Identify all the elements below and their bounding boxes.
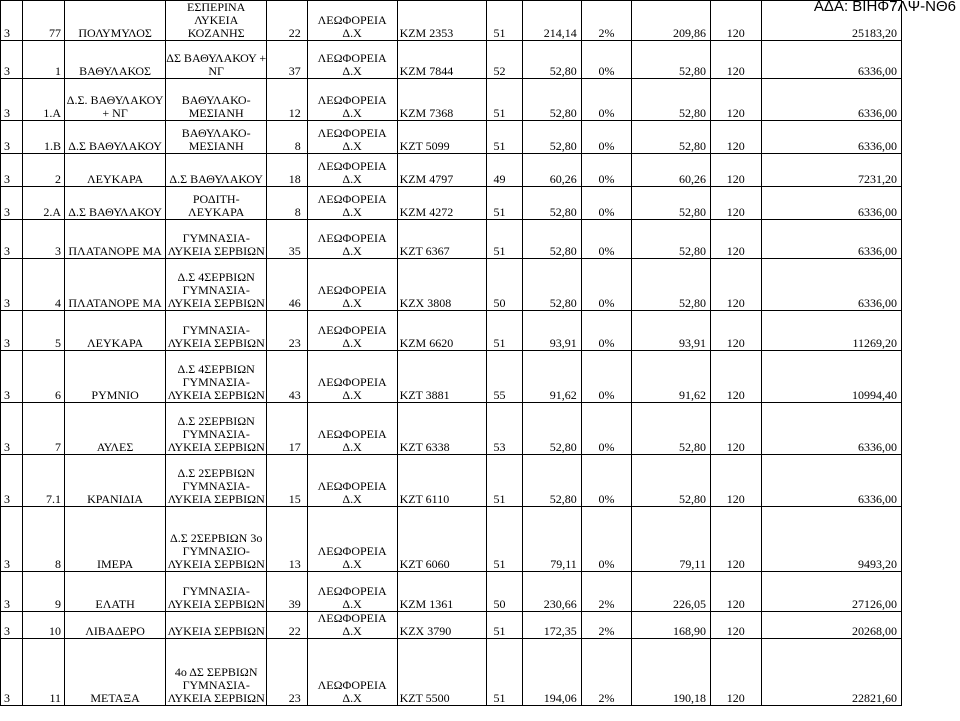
cell-daily-price: 52,80 (523, 41, 581, 79)
cell-route-number: 1.Α (23, 79, 65, 121)
cell-vehicle-type: ΛΕΩΦΟΡΕΙΑ Δ.Χ (307, 455, 397, 507)
cell-school: ΔΣ ΒΑΘΥΛΑΚΟΥ + ΝΓ (166, 41, 267, 79)
cell-group: 3 (1, 351, 23, 403)
cell-seats: 52 (487, 41, 523, 79)
cell-days: 120 (710, 1, 761, 41)
cell-student-count: 22 (267, 612, 307, 639)
cell-discount: 2% (581, 639, 632, 706)
cell-plate: ΚΖΜ 2353 (397, 1, 487, 41)
cell-plate: ΚΖΜ 7844 (397, 41, 487, 79)
cell-daily-price: 79,11 (523, 507, 581, 572)
cell-daily-price: 60,26 (523, 154, 581, 187)
cell-student-count: 13 (267, 507, 307, 572)
cell-plate: ΚΖΜ 7368 (397, 79, 487, 121)
cell-days: 120 (710, 351, 761, 403)
cell-group: 3 (1, 507, 23, 572)
cell-seats: 50 (487, 259, 523, 311)
cell-plate: ΚΖΜ 4272 (397, 187, 487, 220)
cell-daily-price: 172,35 (523, 612, 581, 639)
cell-area: ΛΕΥΚΑΡΑ (65, 311, 166, 351)
cell-total: 22821,60 (761, 639, 901, 706)
cell-route-number: 6 (23, 351, 65, 403)
cell-route-number: 5 (23, 311, 65, 351)
cell-student-count: 46 (267, 259, 307, 311)
cell-net-price: 168,90 (632, 612, 711, 639)
cell-area: Δ.Σ. ΒΑΘΥΛΑΚΟΥ + ΝΓ (65, 79, 166, 121)
cell-net-price: 209,86 (632, 1, 711, 41)
cell-days: 120 (710, 612, 761, 639)
cell-route-number: 7 (23, 403, 65, 455)
cell-days: 120 (710, 639, 761, 706)
cell-days: 120 (710, 41, 761, 79)
cell-daily-price: 214,14 (523, 1, 581, 41)
cell-discount: 0% (581, 79, 632, 121)
cell-seats: 51 (487, 121, 523, 154)
cell-group: 3 (1, 121, 23, 154)
cell-seats: 51 (487, 311, 523, 351)
cell-student-count: 12 (267, 79, 307, 121)
cell-total: 6336,00 (761, 121, 901, 154)
document-ada-code: ΑΔΑ: ΒΙΗΦ7ΛΨ-ΝΘ6 (813, 0, 956, 15)
cell-days: 120 (710, 79, 761, 121)
cell-plate: ΚΖΜ 1361 (397, 572, 487, 612)
cell-area: ΒΑΘΥΛΑΚΟΣ (65, 41, 166, 79)
cell-plate: ΚΖΧ 3790 (397, 612, 487, 639)
cell-area: Δ.Σ ΒΑΘΥΛΑΚΟΥ (65, 121, 166, 154)
table-row (1, 639, 902, 706)
cell-group: 3 (1, 311, 23, 351)
cell-net-price: 91,62 (632, 351, 711, 403)
table-row (1, 612, 902, 639)
cell-school: ΕΣΠΕΡΙΝΑ ΛΥΚΕΙΑ ΚΟΖΑΝΗΣ (166, 1, 267, 41)
cell-discount: 2% (581, 612, 632, 639)
cell-student-count: 8 (267, 187, 307, 220)
cell-seats: 51 (487, 455, 523, 507)
cell-daily-price: 93,91 (523, 311, 581, 351)
cell-daily-price: 52,80 (523, 121, 581, 154)
cell-seats: 51 (487, 1, 523, 41)
cell-plate: ΚΖΜ 6620 (397, 311, 487, 351)
cell-plate: ΚΖΧ 3808 (397, 259, 487, 311)
cell-net-price: 52,80 (632, 79, 711, 121)
cell-daily-price: 52,80 (523, 79, 581, 121)
cell-school: Δ.Σ 2ΣΕΡΒΙΩΝ 3ο ΓΥΜΝΑΣΙΟ-ΛΥΚΕΙΑ ΣΕΡΒΙΩΝ (166, 507, 267, 572)
cell-days: 120 (710, 403, 761, 455)
table-row (1, 79, 902, 121)
cell-route-number: 77 (23, 1, 65, 41)
cell-route-number: 2.Α (23, 187, 65, 220)
cell-group: 3 (1, 1, 23, 41)
cell-student-count: 8 (267, 121, 307, 154)
cell-school: ΒΑΘΥΛΑΚΟ-ΜΕΣΙΑΝΗ (166, 121, 267, 154)
cell-net-price: 52,80 (632, 259, 711, 311)
cell-total: 6336,00 (761, 403, 901, 455)
cell-area: ΠΛΑΤΑΝΟΡΕ ΜΑ (65, 259, 166, 311)
cell-seats: 51 (487, 187, 523, 220)
cell-total: 6336,00 (761, 187, 901, 220)
cell-route-number: 8 (23, 507, 65, 572)
cell-total: 11269,20 (761, 311, 901, 351)
table-row (1, 455, 902, 507)
cell-school: ΛΥΚΕΙΑ ΣΕΡΒΙΩΝ (166, 612, 267, 639)
cell-school: ΓΥΜΝΑΣΙΑ-ΛΥΚΕΙΑ ΣΕΡΒΙΩΝ (166, 311, 267, 351)
cell-daily-price: 52,80 (523, 259, 581, 311)
cell-area: ΙΜΕΡΑ (65, 507, 166, 572)
cell-school: Δ.Σ 4ΣΕΡΒΙΩΝ ΓΥΜΝΑΣΙΑ-ΛΥΚΕΙΑ ΣΕΡΒΙΩΝ (166, 259, 267, 311)
cell-route-number: 1.Β (23, 121, 65, 154)
cell-discount: 2% (581, 572, 632, 612)
cell-vehicle-type: ΛΕΩΦΟΡΕΙΑ Δ.Χ (307, 79, 397, 121)
cell-total: 10994,40 (761, 351, 901, 403)
cell-days: 120 (710, 311, 761, 351)
table-row (1, 41, 902, 79)
cell-vehicle-type: ΛΕΩΦΟΡΕΙΑ Δ.Χ (307, 351, 397, 403)
cell-discount: 0% (581, 507, 632, 572)
cell-school: ΒΑΘΥΛΑΚΟ-ΜΕΣΙΑΝΗ (166, 79, 267, 121)
cell-total: 7231,20 (761, 154, 901, 187)
cell-school: ΓΥΜΝΑΣΙΑ-ΛΥΚΕΙΑ ΣΕΡΒΙΩΝ (166, 220, 267, 259)
cell-area: Δ.Σ ΒΑΘΥΛΑΚΟΥ (65, 187, 166, 220)
cell-vehicle-type: ΛΕΩΦΟΡΕΙΑ Δ.Χ (307, 572, 397, 612)
cell-student-count: 39 (267, 572, 307, 612)
cell-days: 120 (710, 121, 761, 154)
cell-student-count: 23 (267, 639, 307, 706)
cell-group: 3 (1, 259, 23, 311)
cell-route-number: 1 (23, 41, 65, 79)
cell-student-count: 37 (267, 41, 307, 79)
cell-group: 3 (1, 455, 23, 507)
cell-seats: 51 (487, 220, 523, 259)
cell-daily-price: 230,66 (523, 572, 581, 612)
cell-net-price: 190,18 (632, 639, 711, 706)
cell-school: Δ.Σ 2ΣΕΡΒΙΩΝ ΓΥΜΝΑΣΙΑ-ΛΥΚΕΙΑ ΣΕΡΒΙΩΝ (166, 455, 267, 507)
cell-school: Δ.Σ 2ΣΕΡΒΙΩΝ ΓΥΜΝΑΣΙΑ-ΛΥΚΕΙΑ ΣΕΡΒΙΩΝ (166, 403, 267, 455)
cell-area: ΑΥΛΕΣ (65, 403, 166, 455)
cell-daily-price: 52,80 (523, 455, 581, 507)
cell-vehicle-type: ΛΕΩΦΟΡΕΙΑ Δ.Χ (307, 220, 397, 259)
cell-group: 3 (1, 79, 23, 121)
cell-route-number: 3 (23, 220, 65, 259)
cell-discount: 0% (581, 154, 632, 187)
cell-total: 27126,00 (761, 572, 901, 612)
cell-vehicle-type: ΛΕΩΦΟΡΕΙΑ Δ.Χ (307, 639, 397, 706)
cell-area: ΕΛΑΤΗ (65, 572, 166, 612)
cell-days: 120 (710, 507, 761, 572)
cell-net-price: 52,80 (632, 403, 711, 455)
cell-seats: 51 (487, 639, 523, 706)
cell-vehicle-type: ΛΕΩΦΟΡΕΙΑ Δ.Χ (307, 612, 397, 639)
cell-seats: 51 (487, 507, 523, 572)
cell-days: 120 (710, 154, 761, 187)
table-row (1, 351, 902, 403)
cell-total: 25183,20 (761, 1, 901, 41)
table-row (1, 121, 902, 154)
cell-days: 120 (710, 572, 761, 612)
cell-student-count: 15 (267, 455, 307, 507)
cell-seats: 50 (487, 572, 523, 612)
cell-route-number: 7.1 (23, 455, 65, 507)
cell-group: 3 (1, 187, 23, 220)
cell-route-number: 9 (23, 572, 65, 612)
cell-days: 120 (710, 455, 761, 507)
table-row (1, 311, 902, 351)
cell-discount: 0% (581, 187, 632, 220)
table-row (1, 220, 902, 259)
cell-days: 120 (710, 220, 761, 259)
table-row (1, 187, 902, 220)
cell-plate: ΚΖΤ 5099 (397, 121, 487, 154)
cell-plate: ΚΖΤ 6060 (397, 507, 487, 572)
cell-discount: 0% (581, 351, 632, 403)
cell-discount: 2% (581, 1, 632, 41)
cell-area: ΠΛΑΤΑΝΟΡΕ ΜΑ (65, 220, 166, 259)
cell-daily-price: 91,62 (523, 351, 581, 403)
cell-plate: ΚΖΤ 3881 (397, 351, 487, 403)
cell-total: 6336,00 (761, 79, 901, 121)
cell-route-number: 11 (23, 639, 65, 706)
cell-student-count: 18 (267, 154, 307, 187)
cell-group: 3 (1, 572, 23, 612)
cell-net-price: 52,80 (632, 121, 711, 154)
cell-total: 6336,00 (761, 455, 901, 507)
cell-group: 3 (1, 612, 23, 639)
cell-discount: 0% (581, 259, 632, 311)
cell-net-price: 79,11 (632, 507, 711, 572)
table-row (1, 259, 902, 311)
cell-net-price: 52,80 (632, 220, 711, 259)
cell-area: ΜΕΤΑΞΑ (65, 639, 166, 706)
cell-group: 3 (1, 154, 23, 187)
cell-discount: 0% (581, 311, 632, 351)
cell-total: 6336,00 (761, 41, 901, 79)
cell-net-price: 52,80 (632, 455, 711, 507)
cell-plate: ΚΖΤ 6367 (397, 220, 487, 259)
cell-total: 6336,00 (761, 220, 901, 259)
table-row (1, 403, 902, 455)
cell-seats: 51 (487, 79, 523, 121)
cell-seats: 49 (487, 154, 523, 187)
cell-total: 6336,00 (761, 259, 901, 311)
cell-route-number: 10 (23, 612, 65, 639)
cell-discount: 0% (581, 220, 632, 259)
cell-student-count: 17 (267, 403, 307, 455)
cell-student-count: 22 (267, 1, 307, 41)
cell-route-number: 4 (23, 259, 65, 311)
cell-group: 3 (1, 639, 23, 706)
cell-daily-price: 52,80 (523, 403, 581, 455)
cell-plate: ΚΖΤ 6110 (397, 455, 487, 507)
cell-net-price: 93,91 (632, 311, 711, 351)
cell-area: ΚΡΑΝΙΔΙΑ (65, 455, 166, 507)
table-row (1, 154, 902, 187)
cell-net-price: 52,80 (632, 187, 711, 220)
cell-seats: 55 (487, 351, 523, 403)
cell-vehicle-type: ΛΕΩΦΟΡΕΙΑ Δ.Χ (307, 311, 397, 351)
cell-vehicle-type: ΛΕΩΦΟΡΕΙΑ Δ.Χ (307, 403, 397, 455)
cell-days: 120 (710, 259, 761, 311)
cell-discount: 0% (581, 41, 632, 79)
cell-vehicle-type: ΛΕΩΦΟΡΕΙΑ Δ.Χ (307, 121, 397, 154)
cell-discount: 0% (581, 121, 632, 154)
cell-group: 3 (1, 41, 23, 79)
cell-daily-price: 52,80 (523, 187, 581, 220)
cell-vehicle-type: ΛΕΩΦΟΡΕΙΑ Δ.Χ (307, 187, 397, 220)
cell-total: 9493,20 (761, 507, 901, 572)
cell-net-price: 60,26 (632, 154, 711, 187)
cell-school: Δ.Σ 4ΣΕΡΒΙΩΝ ΓΥΜΝΑΣΙΑ-ΛΥΚΕΙΑ ΣΕΡΒΙΩΝ (166, 351, 267, 403)
cell-student-count: 43 (267, 351, 307, 403)
cell-net-price: 226,05 (632, 572, 711, 612)
cell-student-count: 23 (267, 311, 307, 351)
cell-route-number: 2 (23, 154, 65, 187)
table-row (1, 572, 902, 612)
cell-group: 3 (1, 220, 23, 259)
cell-area: ΠΟΛΥΜΥΛΟΣ (65, 1, 166, 41)
table-row (1, 1, 902, 41)
cell-plate: ΚΖΤ 5500 (397, 639, 487, 706)
cell-vehicle-type: ΛΕΩΦΟΡΕΙΑ Δ.Χ (307, 41, 397, 79)
cell-plate: ΚΖΤ 6338 (397, 403, 487, 455)
cell-area: ΛΕΥΚΑΡΑ (65, 154, 166, 187)
cell-school: 4ο ΔΣ ΣΕΡΒΙΩΝ ΓΥΜΝΑΣΙΑ-ΛΥΚΕΙΑ ΣΕΡΒΙΩΝ (166, 639, 267, 706)
cell-seats: 51 (487, 612, 523, 639)
cell-total: 20268,00 (761, 612, 901, 639)
cell-days: 120 (710, 187, 761, 220)
cell-discount: 0% (581, 455, 632, 507)
cell-vehicle-type: ΛΕΩΦΟΡΕΙΑ Δ.Χ (307, 507, 397, 572)
cell-school: Δ.Σ ΒΑΘΥΛΑΚΟΥ (166, 154, 267, 187)
cell-net-price: 52,80 (632, 41, 711, 79)
cell-group: 3 (1, 403, 23, 455)
cell-vehicle-type: ΛΕΩΦΟΡΕΙΑ Δ.Χ (307, 154, 397, 187)
cell-seats: 53 (487, 403, 523, 455)
cell-vehicle-type: ΛΕΩΦΟΡΕΙΑ Δ.Χ (307, 259, 397, 311)
cell-area: ΛΙΒΑΔΕΡΟ (65, 612, 166, 639)
table-row (1, 507, 902, 572)
cell-daily-price: 194,06 (523, 639, 581, 706)
cell-daily-price: 52,80 (523, 220, 581, 259)
cell-plate: ΚΖΜ 4797 (397, 154, 487, 187)
cell-school: ΡΟΔΙΤΗ-ΛΕΥΚΑΡΑ (166, 187, 267, 220)
cell-student-count: 35 (267, 220, 307, 259)
cell-discount: 0% (581, 403, 632, 455)
cell-area: ΡΥΜΝΙΟ (65, 351, 166, 403)
cell-school: ΓΥΜΝΑΣΙΑ-ΛΥΚΕΙΑ ΣΕΡΒΙΩΝ (166, 572, 267, 612)
cell-vehicle-type: ΛΕΩΦΟΡΕΙΑ Δ.Χ (307, 1, 397, 41)
